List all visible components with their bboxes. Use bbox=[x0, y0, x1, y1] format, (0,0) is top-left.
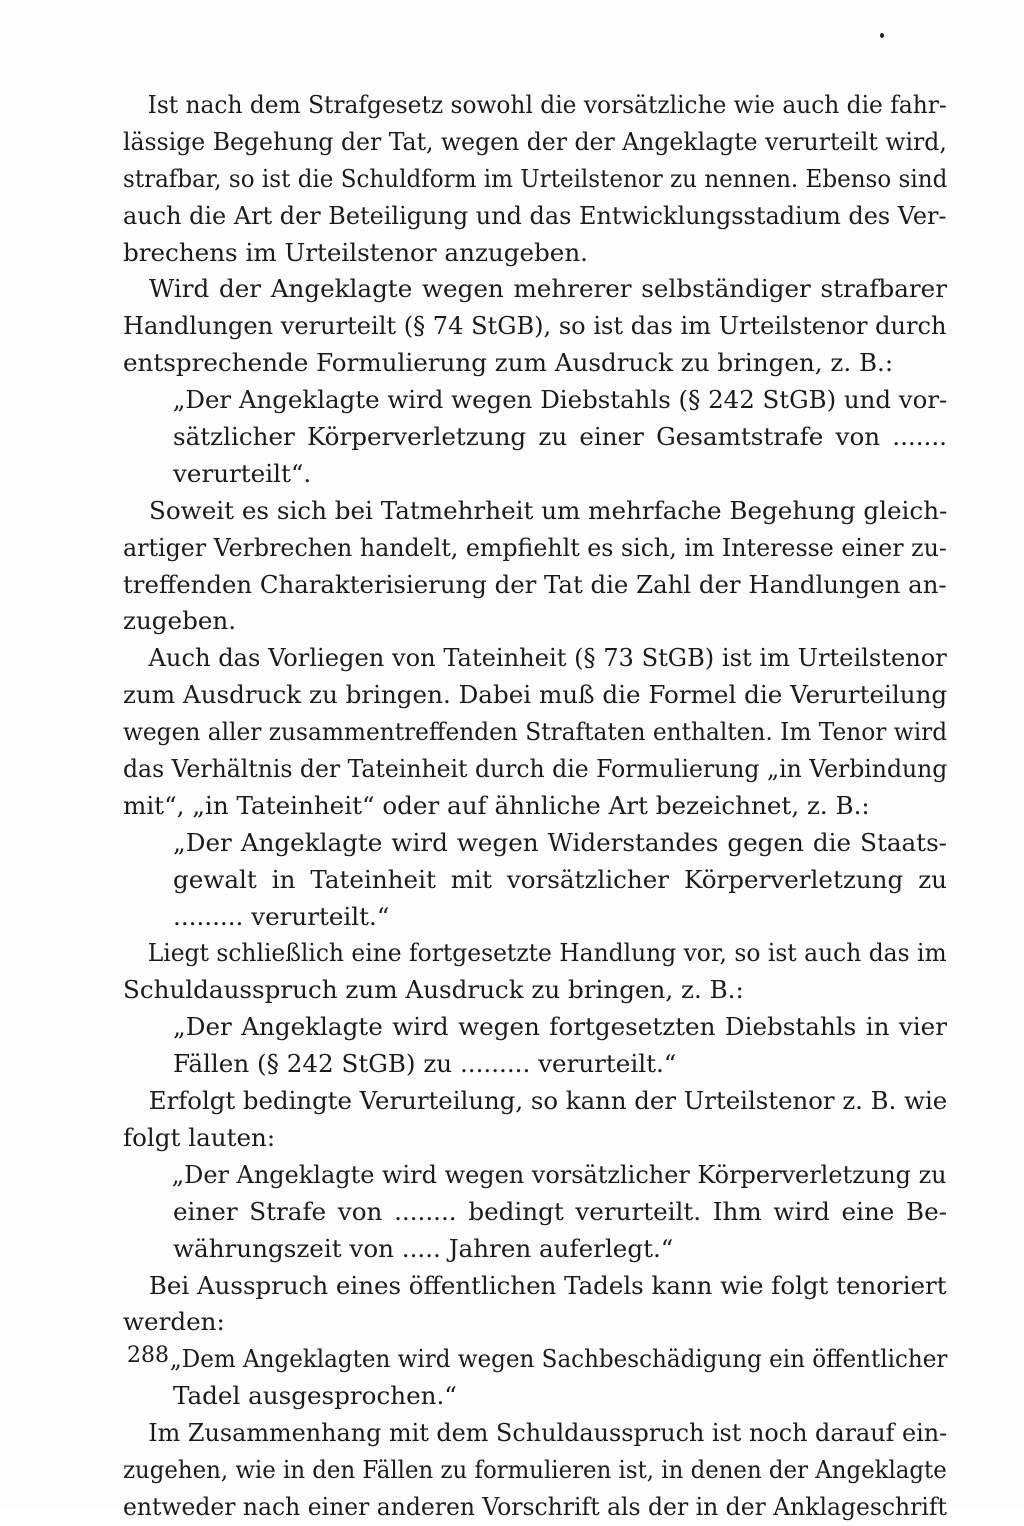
text-line: Fällen (§ 242 StGB) zu ......... verurteilt.“ bbox=[173, 1049, 677, 1079]
text-line: Schuldausspruch zum Ausdruck zu bringen, z. B.: bbox=[123, 975, 744, 1005]
page-number: 288 bbox=[127, 1343, 169, 1368]
text-line: Im Zusammenhang mit dem Schuldausspruch ist noch darauf ein- bbox=[148, 1418, 948, 1448]
text-line: „Der Angeklagte wird wegen Widerstandes gegen die Staats- bbox=[173, 827, 947, 857]
text-line: werden: bbox=[123, 1307, 225, 1337]
text-line: folgt lauten: bbox=[123, 1122, 276, 1152]
text-line: Auch das Vorliegen von Tateinheit (§ 73 StGB) ist im Urteilstenor bbox=[148, 643, 947, 673]
text-line: zum Ausdruck zu bringen. Dabei muß die Formel die Verurteilung bbox=[123, 680, 948, 710]
text-line: Wird der Angeklagte wegen mehrerer selbständiger strafbarer bbox=[149, 274, 947, 304]
text-line: „Der Angeklagte wird wegen fortgesetzten Diebstahls in vier bbox=[173, 1012, 947, 1042]
text-line: ......... verurteilt.“ bbox=[173, 901, 390, 931]
text-line: entsprechende Formulierung zum Ausdruck zu bringen, z. B.: bbox=[123, 348, 894, 378]
print-speck bbox=[880, 33, 884, 38]
text-line: Erfolgt bedingte Verurteilung, so kann der Urteilstenor z. B. wie bbox=[148, 1086, 948, 1116]
text-line: entweder nach einer anderen Vorschrift als der in der Anklageschrift bbox=[123, 1491, 947, 1521]
text-line: Liegt schließlich eine fortgesetzte Handlung vor, so ist auch das im bbox=[147, 938, 947, 968]
text-line: wegen aller zusammentreffenden Straftaten enthalten. Im Tenor wird bbox=[123, 717, 948, 747]
text-line: „Dem Angeklagten wird wegen Sachbeschädigung ein öffentlicher bbox=[169, 1344, 948, 1374]
text-line: verurteilt“. bbox=[173, 458, 312, 488]
text-line: gewalt in Tateinheit mit vorsätzlicher Körperverletzung zu bbox=[173, 864, 947, 894]
text-line: brechens im Urteilstenor anzugeben. bbox=[123, 237, 588, 267]
body-text bbox=[123, 87, 947, 1526]
text-line: zugehen, wie in den Fällen zu formulieren ist, in denen der Angeklagte bbox=[123, 1454, 947, 1484]
text-line: Handlungen verurteilt (§ 74 StGB), so ist das im Urteilstenor durch bbox=[123, 311, 947, 341]
text-line: lässige Begehung der Tat, wegen der der Angeklagte verurteilt wird, bbox=[123, 126, 947, 156]
text-line: mit“, „in Tateinheit“ oder auf ähnliche Art bezeichnet, z. B.: bbox=[123, 790, 870, 820]
text-line: zugeben. bbox=[123, 606, 237, 636]
text-line: „Der Angeklagte wird wegen Diebstahls (§ 242 StGB) und vor- bbox=[172, 385, 948, 415]
text-line: strafbar, so ist die Schuldform im Urteilstenor zu nennen. Ebenso sind bbox=[123, 163, 948, 193]
text-line: sätzlicher Körperverletzung zu einer Gesamtstrafe von ....... bbox=[173, 422, 947, 452]
text-line: artiger Verbrechen handelt, empfiehlt es sich, im Interesse einer zu- bbox=[123, 532, 947, 562]
text-line: auch die Art der Beteiligung und das Entwicklungsstadium des Ver- bbox=[123, 200, 947, 230]
text-line: das Verhältnis der Tateinheit durch die Formulierung „in Verbindung bbox=[123, 754, 948, 784]
text-line: einer Strafe von ........ bedingt verurteilt. Ihm wird eine Be- bbox=[173, 1196, 947, 1226]
text-line: währungszeit von ..... Jahren auferlegt.“ bbox=[173, 1233, 674, 1263]
text-line: Bei Ausspruch eines öffentlichen Tadels kann wie folgt tenoriert bbox=[148, 1270, 947, 1300]
text-line: „Der Angeklagte wird wegen vorsätzlicher Körperverletzung zu bbox=[171, 1159, 947, 1189]
text-line: treffenden Charakterisierung der Tat die Zahl der Handlungen an- bbox=[123, 569, 947, 599]
text-line: Tadel ausgesprochen.“ bbox=[173, 1381, 457, 1411]
text-line: Ist nach dem Strafgesetz sowohl die vorsätzliche wie auch die fahr- bbox=[147, 90, 947, 119]
text-line: Soweit es sich bei Tatmehrheit um mehrfache Begehung gleich- bbox=[149, 495, 948, 525]
